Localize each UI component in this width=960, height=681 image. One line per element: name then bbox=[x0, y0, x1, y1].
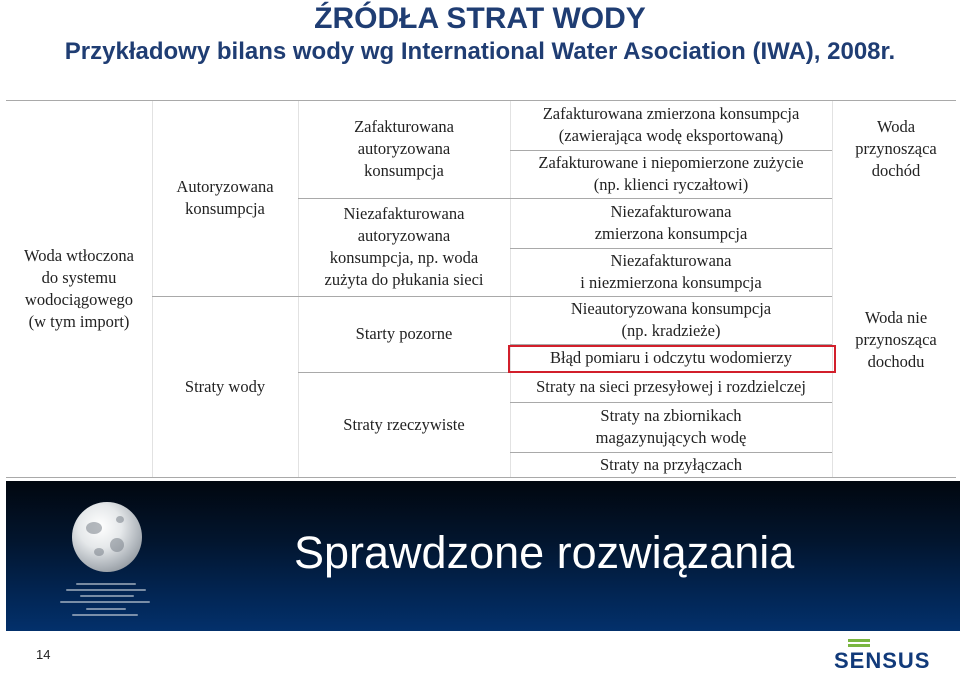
unbilled-authorized-consumption: Niezafakturowana autoryzowana konsumpcja, np. woda zużyta do płukania sieci bbox=[324, 204, 484, 289]
footer bbox=[0, 631, 960, 681]
unauthorized-consumption: Nieautoryzowana konsumpcja (np. kradzieże) bbox=[570, 299, 772, 340]
moon-reflection bbox=[36, 581, 176, 621]
billed-authorized-consumption: Zafakturowana autoryzowana konsumpcja bbox=[354, 117, 454, 180]
unbilled-unmetered-consumption: Niezafakturowana i niezmierzona konsumpcja bbox=[580, 251, 762, 292]
water-balance-table bbox=[0, 100, 960, 478]
slogan: Sprawdzone rozwiązania bbox=[294, 527, 795, 578]
page-subtitle: Przykładowy bilans wody wg International Water Asociation (IWA), 2008r. bbox=[64, 38, 896, 65]
page-number: 14 bbox=[36, 647, 51, 662]
apparent-losses: Starty pozorne bbox=[355, 324, 453, 343]
network-losses: Straty na sieci przesyłowej i rozdzielczej bbox=[536, 377, 806, 396]
billed-unmetered-consumption: Zafakturowane i niepomierzone zużycie (np. klienci ryczałtowi) bbox=[538, 153, 804, 194]
system-input-volume: Woda wtłoczona do systemu wodociągowego (w tym import) bbox=[23, 246, 134, 331]
moon-icon bbox=[72, 502, 142, 572]
storage-tank-losses: Straty na zbiornikach magazynujących wodę bbox=[595, 406, 747, 447]
highlight-box bbox=[508, 345, 836, 373]
service-connection-losses: Straty na przyłączach bbox=[599, 455, 742, 474]
unbilled-metered-consumption: Niezafakturowana zmierzona konsumpcja bbox=[594, 202, 748, 243]
billed-metered-consumption: Zafakturowana zmierzona konsumpcja (zawierająca wodę eksportowaną) bbox=[542, 104, 800, 145]
non-revenue-water: Woda nie przynosząca dochodu bbox=[855, 308, 937, 371]
water-losses: Straty wody bbox=[184, 377, 266, 396]
metering-errors: Błąd pomiaru i odczytu wodomierzy bbox=[550, 348, 792, 367]
authorized-consumption: Autoryzowana konsumpcja bbox=[176, 177, 274, 218]
page-title: ŹRÓDŁA STRAT WODY bbox=[314, 2, 646, 35]
banner bbox=[6, 481, 960, 631]
real-losses: Straty rzeczywiste bbox=[343, 415, 465, 434]
sensus-logo: SENSUS bbox=[834, 639, 938, 673]
revenue-water: Woda przynosząca dochód bbox=[855, 117, 937, 180]
